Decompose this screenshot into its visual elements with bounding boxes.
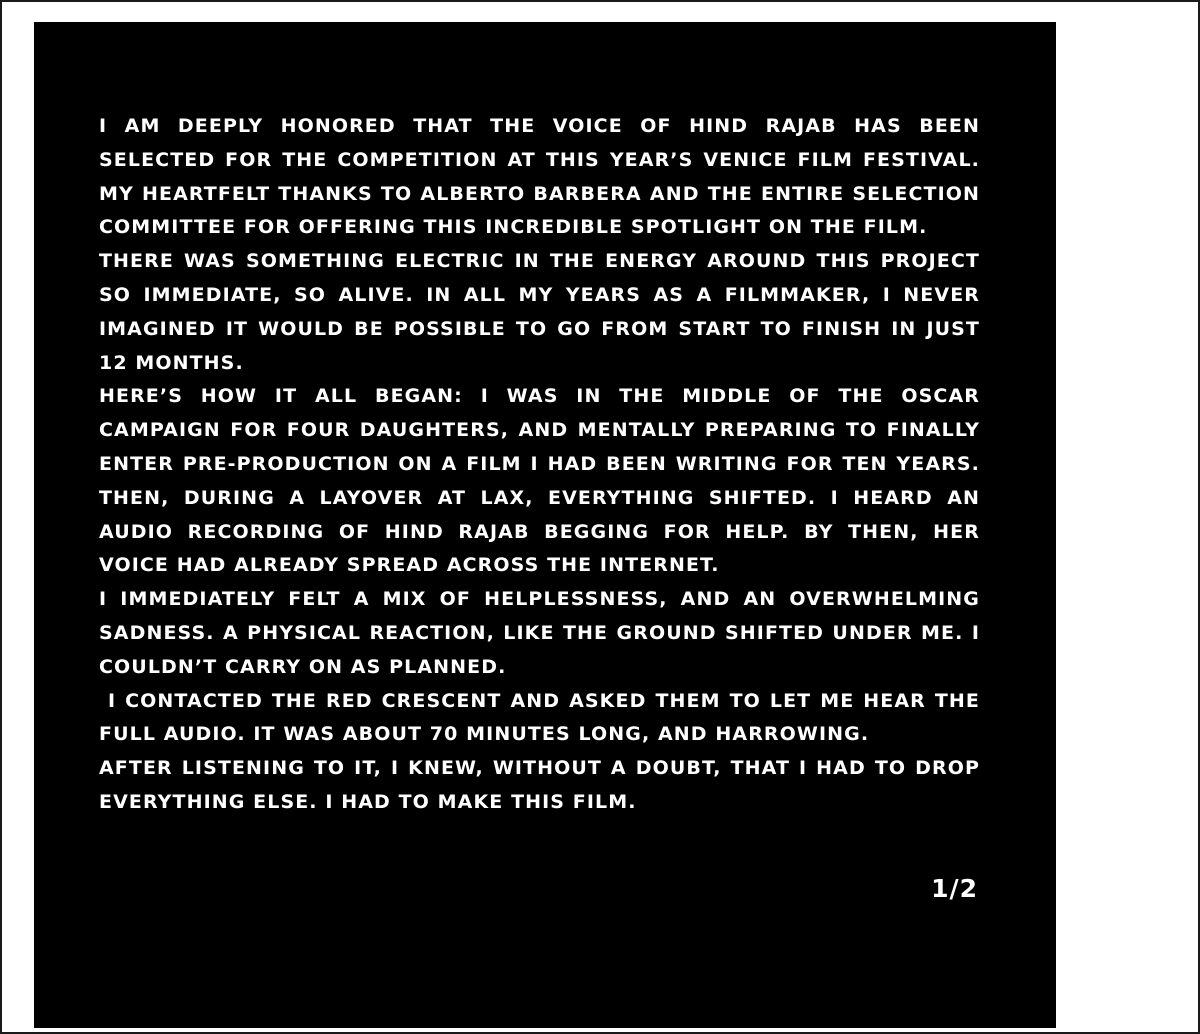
paragraph-2: THERE WAS SOMETHING ELECTRIC IN THE ENERGY AROUND THIS PROJECT SO IMMEDIATE, SO ALIVE. IN ALL MY YEARS AS A FILMMAKER, I NEVER IMAGINED IT WOULD BE POSSIBLE TO GO FROM START TO FINISH IN JUST 12 MONTHS. xyxy=(99,250,980,374)
page-indicator: 1/2 xyxy=(931,874,978,903)
statement-card xyxy=(34,22,1056,1028)
paragraph-3: HERE’S HOW IT ALL BEGAN: I WAS IN THE MIDDLE OF THE OSCAR CAMPAIGN FOR FOUR DAUGHTERS, AND MENTALLY PREPARING TO FINALLY ENTER PRE-PRODUCTION ON A FILM I HAD BEEN WRITING FOR TEN YEARS. THEN, DURING A LAYOVER AT LAX, EVERYTHING SHIFTED. I HEARD AN AUDIO RECORDING OF HIND RAJAB BEGGING FOR HELP. BY THEN, HER VOICE HAD ALREADY SPREAD ACROSS THE INTERNET. xyxy=(99,385,980,577)
paragraph-4: I IMMEDIATELY FELT A MIX OF HELPLESSNESS, AND AN OVERWHELMING SADNESS. A PHYSICAL REACTION, LIKE THE GROUND SHIFTED UNDER ME. I COULDN’T CARRY ON AS PLANNED. xyxy=(99,588,980,678)
paragraph-5: I CONTACTED THE RED CRESCENT AND ASKED THEM TO LET ME HEAR THE FULL AUDIO. IT WAS ABOUT 70 MINUTES LONG, AND HARROWING. xyxy=(99,689,988,746)
paragraph-1: I AM DEEPLY HONORED THAT THE VOICE OF HIND RAJAB HAS BEEN SELECTED FOR THE COMPETITION AT THIS YEAR’S VENICE FILM FESTIVAL. MY HEARTFELT THANKS TO ALBERTO BARBERA AND THE ENTIRE SELECTION COMMITTEE FOR OFFERING THIS INCREDIBLE SPOTLIGHT ON THE FILM. xyxy=(99,115,980,239)
statement-text xyxy=(99,110,988,820)
paragraph-6: AFTER LISTENING TO IT, I KNEW, WITHOUT A DOUBT, THAT I HAD TO DROP EVERYTHING ELSE. I HAD TO MAKE THIS FILM. xyxy=(99,757,980,813)
